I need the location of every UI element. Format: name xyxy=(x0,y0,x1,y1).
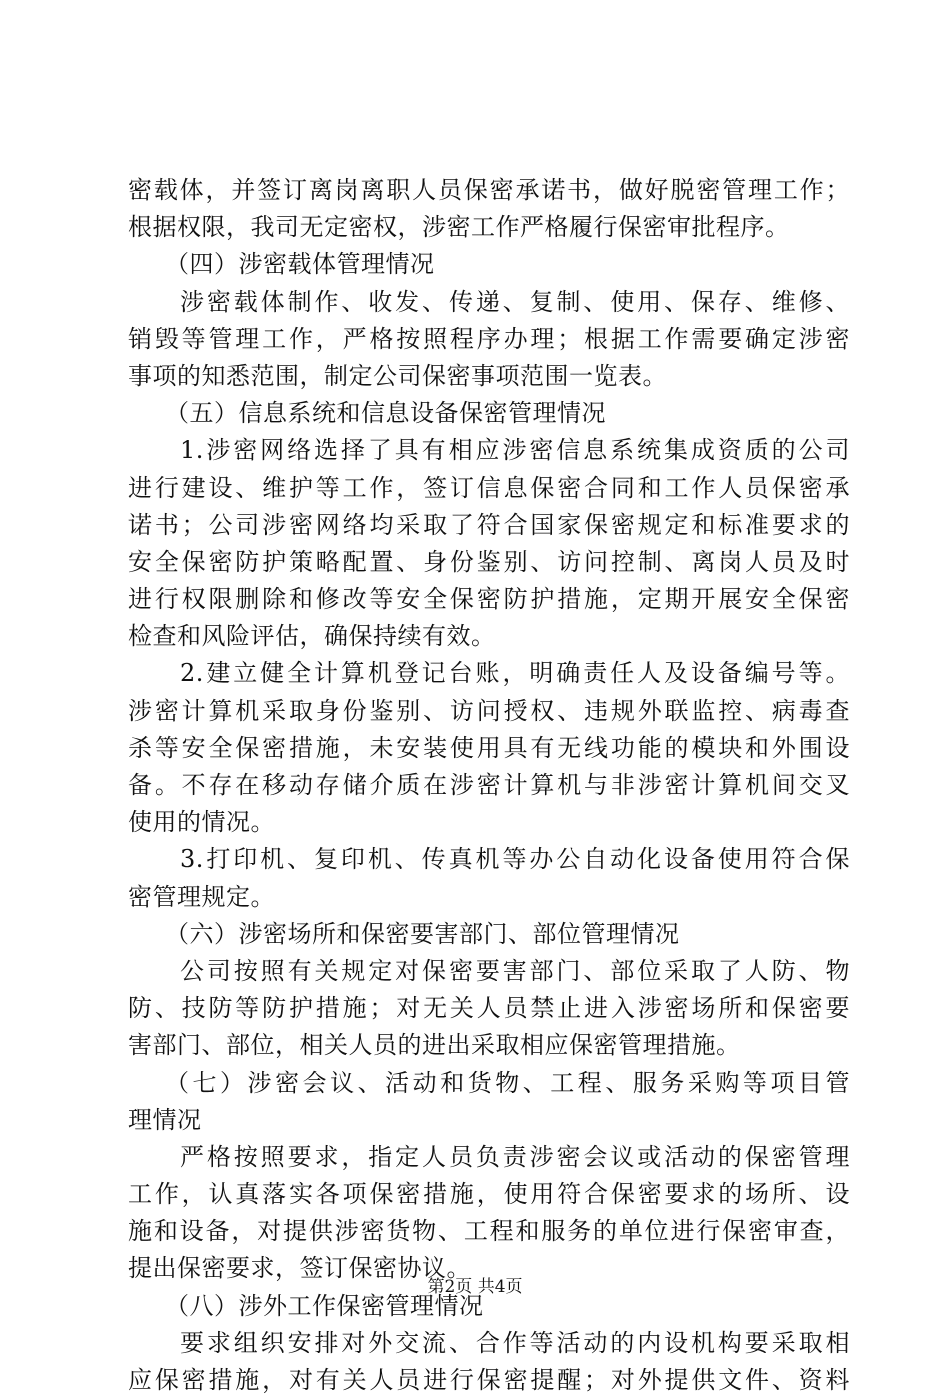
text-line: 理情况 xyxy=(128,1105,202,1134)
text-line: 根据权限，我司无定密权，涉密工作严格履行保密审批程序。 xyxy=(128,213,790,242)
document-body xyxy=(128,172,850,1399)
section-heading: （七）涉密会议、活动和货物、工程、服务采购等项目管 xyxy=(165,1068,850,1097)
paragraph-first-line: 公司按照有关规定对保密要害部门、部位采取了人防、物 xyxy=(180,956,850,985)
text-line: 施和设备，对提供涉密货物、工程和服务的单位进行保密审查， xyxy=(128,1217,850,1246)
text-line: 密管理规定。 xyxy=(128,882,275,911)
text-line: 诺书；公司涉密网络均采取了符合国家保密规定和标准要求的 xyxy=(128,510,850,539)
paragraph-first-line: 2.建立健全计算机登记台账，明确责任人及设备编号等。 xyxy=(180,659,850,688)
paragraph-first-line: 要求组织安排对外交流、合作等活动的内设机构要采取相 xyxy=(180,1328,850,1357)
section-heading: （六）涉密场所和保密要害部门、部位管理情况 xyxy=(165,919,680,948)
paragraph-first-line: 1.涉密网络选择了具有相应涉密信息系统集成资质的公司 xyxy=(180,436,850,465)
text-line: 备。不存在移动存储介质在涉密计算机与非涉密计算机间交叉 xyxy=(128,771,850,799)
text-line: 进行权限删除和修改等安全保密防护措施，定期开展安全保密 xyxy=(128,585,850,614)
paragraph-first-line: 3.打印机、复印机、传真机等办公自动化设备使用符合保 xyxy=(180,845,850,874)
section-heading: （八）涉外工作保密管理情况 xyxy=(165,1291,484,1320)
text-line: 防、技防等防护措施；对无关人员禁止进入涉密场所和保密要 xyxy=(128,994,850,1023)
text-line: 害部门、部位，相关人员的进出采取相应保密管理措施。 xyxy=(128,1031,741,1060)
text-line: 检查和风险评估，确保持续有效。 xyxy=(128,622,496,651)
paragraph-first-line: 严格按照要求，指定人员负责涉密会议或活动的保密管理 xyxy=(180,1142,850,1171)
page-number-footer: 第2页 共4页 xyxy=(427,1277,523,1297)
section-heading: （五）信息系统和信息设备保密管理情况 xyxy=(165,399,606,428)
section-heading: （四）涉密载体管理情况 xyxy=(165,250,435,279)
text-line: 销毁等管理工作，严格按照程序办理；根据工作需要确定涉密 xyxy=(128,324,850,353)
text-line: 密载体，并签订离岗离职人员保密承诺书，做好脱密管理工作； xyxy=(128,176,850,204)
text-line: 使用的情况。 xyxy=(128,808,275,837)
text-line: 涉密计算机采取身份鉴别、访问授权、违规外联监控、病毒查 xyxy=(128,696,850,725)
text-line: 进行建设、维护等工作，签订信息保密合同和工作人员保密承 xyxy=(128,473,850,502)
text-line: 事项的知悉范围，制定公司保密事项范围一览表。 xyxy=(128,361,667,390)
text-line: 工作，认真落实各项保密措施，使用符合保密要求的场所、设 xyxy=(128,1180,850,1209)
paragraph-first-line: 涉密载体制作、收发、传递、复制、使用、保存、维修、 xyxy=(180,287,850,316)
text-line: 杀等安全保密措施，未安装使用具有无线功能的模块和外围设 xyxy=(128,733,850,762)
text-line: 应保密措施，对有关人员进行保密提醒；对外提供文件、资料 xyxy=(128,1366,850,1394)
text-line: 提出保密要求，签订保密协议。 xyxy=(128,1254,471,1283)
text-line: 安全保密防护策略配置、身份鉴别、访问控制、离岗人员及时 xyxy=(128,547,850,576)
